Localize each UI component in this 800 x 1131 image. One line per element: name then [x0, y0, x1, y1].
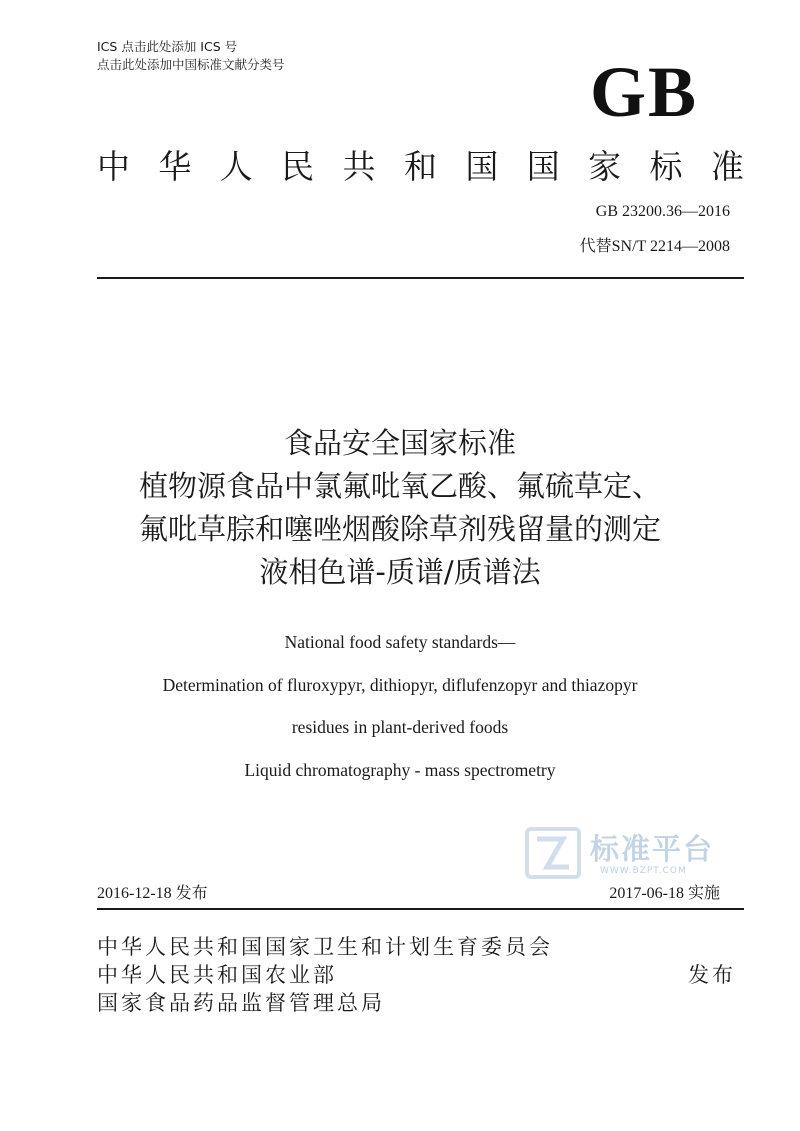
issuer: 中华人民共和国国家卫生和计划生育委员会 [97, 935, 553, 959]
document-title-cn [0, 422, 800, 594]
title-en-line: National food safety standards— [284, 632, 516, 652]
title-char: 国 [465, 147, 499, 186]
watermark-text: 标准平台 [590, 832, 715, 866]
title-char: 家 [588, 147, 622, 186]
header-divider [97, 277, 744, 279]
title-char: 标 [649, 147, 683, 186]
watermark-url: WWW.BZPT.COM [600, 866, 687, 876]
replaces-standard: 代替SN/T 2214—2008 [579, 238, 730, 255]
issue-date: 2016-12-18 发布 [97, 885, 208, 902]
issuer: 国家食品药品监督管理总局 [97, 991, 385, 1015]
publish-label: 发布 [688, 963, 736, 987]
footer-divider [97, 908, 744, 910]
title-en-line: residues in plant-derived foods [291, 717, 509, 737]
title-char: 共 [342, 147, 376, 186]
standard-number: GB 23200.36—2016 [595, 203, 730, 220]
issuer: 中华人民共和国农业部 [97, 963, 337, 987]
title-en-line: Liquid chromatography - mass spectrometry [244, 759, 556, 780]
title-char: 中 [97, 147, 130, 186]
title-char: 国 [526, 147, 560, 186]
title-cn-line: 氟吡草腙和噻唑烟酸除草剂残留量的测定 [138, 512, 661, 546]
title-char: 人 [219, 147, 253, 186]
title-char: 准 [710, 147, 744, 186]
title-char: 民 [281, 147, 315, 186]
issuing-authorities [97, 933, 553, 1017]
classification-block [97, 38, 285, 74]
national-standard-title [97, 147, 744, 187]
document-title-en [0, 632, 800, 802]
effective-date: 2017-06-18 实施 [609, 885, 720, 902]
title-cn-line: 食品安全国家标准 [283, 426, 516, 460]
ccs-placeholder[interactable]: 点击此处添加中国标准文献分类号 [97, 57, 285, 72]
ics-placeholder[interactable]: ICS 点击此处添加 ICS 号 [97, 39, 238, 54]
title-cn-line: 液相色谱-质谱/质谱法 [259, 555, 541, 589]
title-char: 华 [158, 147, 192, 186]
title-char: 和 [403, 147, 437, 186]
title-en-line: Determination of fluroxypyr, dithiopyr, diflufenzopyr and thiazopyr [162, 674, 638, 695]
title-cn-line: 植物源食品中氯氟吡氧乙酸、氟硫草定、 [138, 469, 661, 503]
gb-logo: GB [589, 52, 698, 132]
